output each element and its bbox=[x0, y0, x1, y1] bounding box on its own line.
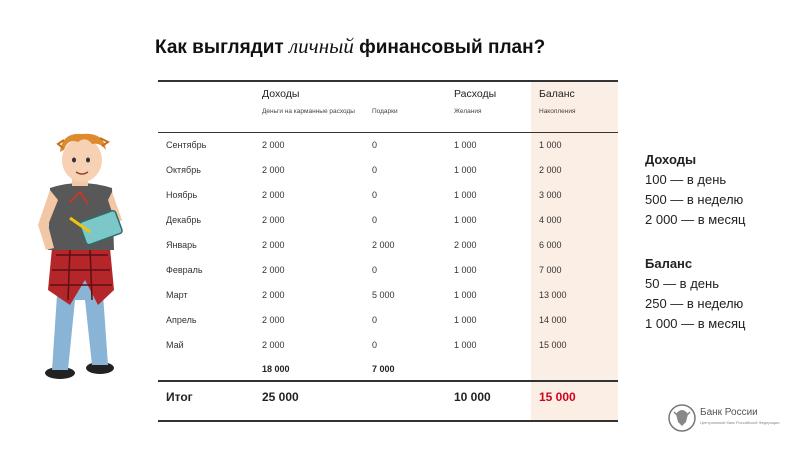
cell-pocket-money: 2 000 bbox=[262, 215, 285, 225]
cell-month: Апрель bbox=[166, 315, 197, 325]
cell-savings: 1 000 bbox=[539, 140, 562, 150]
balance-rates-heading: Баланс bbox=[645, 256, 693, 271]
cell-savings: 7 000 bbox=[539, 265, 562, 275]
page-title bbox=[155, 34, 545, 59]
income-rate-line: 2 000 — в месяц bbox=[645, 212, 746, 227]
bank-logo-name: Банк России bbox=[700, 407, 758, 418]
cell-month: Январь bbox=[166, 240, 197, 250]
cell-wishes: 1 000 bbox=[454, 215, 477, 225]
header-divider bbox=[158, 132, 618, 133]
income-rate-line: 100 — в день bbox=[645, 172, 727, 187]
title-part-2: финансовый план? bbox=[359, 37, 546, 58]
cell-savings: 2 000 bbox=[539, 165, 562, 175]
title-italic-word: личный bbox=[289, 34, 354, 58]
cell-gifts: 0 bbox=[372, 315, 378, 325]
income-rates-heading: Доходы bbox=[645, 152, 697, 167]
balance-rate-line: 50 — в день bbox=[645, 276, 719, 291]
table-top-border bbox=[158, 80, 618, 82]
cell-month: Октябрь bbox=[166, 165, 201, 175]
cell-savings: 13 000 bbox=[539, 290, 567, 300]
cell-pocket-money: 2 000 bbox=[262, 140, 285, 150]
title-part-1: Как выглядит bbox=[155, 37, 284, 58]
cell-savings: 14 000 bbox=[539, 315, 567, 325]
cell-pocket-money: 2 000 bbox=[262, 240, 285, 250]
cell-gifts: 0 bbox=[372, 190, 378, 200]
cell-savings: 3 000 bbox=[539, 190, 562, 200]
cell-month: Май bbox=[166, 340, 184, 350]
cell-month: Декабрь bbox=[166, 215, 202, 225]
income-rates bbox=[645, 150, 745, 230]
total-label: Итог bbox=[166, 390, 193, 404]
subheader-wishes: Желания bbox=[454, 108, 482, 115]
cell-gifts: 0 bbox=[372, 165, 378, 175]
boy-illustration bbox=[30, 130, 150, 385]
cell-month: Сентябрь bbox=[166, 140, 207, 150]
cell-wishes: 1 000 bbox=[454, 290, 477, 300]
cell-pocket-money: 2 000 bbox=[262, 165, 285, 175]
subheader-savings: Накопления bbox=[539, 108, 576, 115]
cell-pocket-money: 2 000 bbox=[262, 290, 285, 300]
cell-wishes: 2 000 bbox=[454, 240, 477, 250]
cell-pocket-money: 2 000 bbox=[262, 315, 285, 325]
total-divider bbox=[158, 380, 618, 382]
cell-wishes: 1 000 bbox=[454, 340, 477, 350]
cell-wishes: 1 000 bbox=[454, 165, 477, 175]
cell-gifts: 0 bbox=[372, 140, 378, 150]
bank-logo-subtitle: Центральный банк Российской Федерации bbox=[700, 420, 780, 425]
header-expenses: Расходы bbox=[454, 88, 497, 100]
subheader-pocket: Деньги на карманные расходы bbox=[262, 108, 355, 115]
subheader-gifts: Подарки bbox=[372, 108, 398, 115]
total-expenses: 10 000 bbox=[454, 390, 491, 404]
subtotal-pocket: 18 000 bbox=[262, 364, 290, 374]
balance-rate-line: 250 — в неделю bbox=[645, 296, 744, 311]
header-balance: Баланс bbox=[539, 88, 575, 100]
cell-month: Март bbox=[166, 290, 188, 300]
cell-pocket-money: 2 000 bbox=[262, 265, 285, 275]
header-income: Доходы bbox=[262, 88, 300, 100]
bank-of-russia-emblem-icon bbox=[668, 402, 696, 434]
cell-gifts: 5 000 bbox=[372, 290, 395, 300]
cell-gifts: 0 bbox=[372, 265, 378, 275]
total-income: 25 000 bbox=[262, 390, 299, 404]
balance-rate-line: 1 000 — в месяц bbox=[645, 316, 746, 331]
finance-plan-table bbox=[158, 80, 618, 422]
cell-wishes: 1 000 bbox=[454, 140, 477, 150]
cell-gifts: 0 bbox=[372, 340, 378, 350]
cell-pocket-money: 2 000 bbox=[262, 190, 285, 200]
cell-wishes: 1 000 bbox=[454, 265, 477, 275]
cell-gifts: 0 bbox=[372, 215, 378, 225]
cell-savings: 6 000 bbox=[539, 240, 562, 250]
balance-rates bbox=[645, 254, 745, 334]
income-rate-line: 500 — в неделю bbox=[645, 192, 744, 207]
cell-month: Ноябрь bbox=[166, 190, 198, 200]
cell-savings: 4 000 bbox=[539, 215, 562, 225]
cell-wishes: 1 000 bbox=[454, 315, 477, 325]
total-balance: 15 000 bbox=[539, 390, 576, 404]
cell-wishes: 1 000 bbox=[454, 190, 477, 200]
cell-month: Февраль bbox=[166, 265, 203, 275]
table-bottom-border bbox=[158, 420, 618, 422]
subtotal-gifts: 7 000 bbox=[372, 364, 395, 374]
cell-pocket-money: 2 000 bbox=[262, 340, 285, 350]
cell-savings: 15 000 bbox=[539, 340, 567, 350]
cell-gifts: 2 000 bbox=[372, 240, 395, 250]
